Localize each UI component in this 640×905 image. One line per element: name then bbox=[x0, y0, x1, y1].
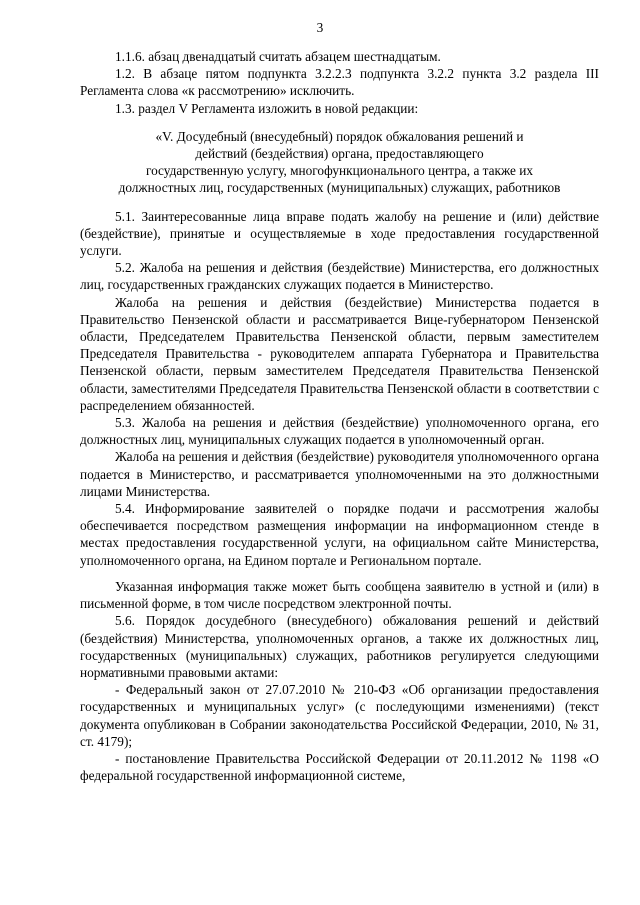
paragraph-5-4: 5.4. Информирование заявителей о порядке подачи и рассмотрения жалобы обеспечивается посредством размещения информации на информационном стенде в местах предоставления государственной услуги, на официальном сайте Министерства, уполномоченного органа, на Едином портале и Региональном портале. bbox=[80, 501, 599, 568]
paragraph-1-3: 1.3. раздел V Регламента изложить в новой редакции: bbox=[115, 100, 419, 116]
paragraph-5-2: 5.2. Жалоба на решения и действия (бездействие) Министерства, его должностных лиц, государственных гражданских служащих подается в Министерство. bbox=[80, 260, 599, 293]
section-heading bbox=[80, 128, 599, 197]
paragraph-1-1-6: 1.1.6. абзац двенадцатый считать абзацем шестнадцатым. bbox=[115, 49, 441, 64]
paragraph-5-1: 5.1. Заинтересованные лица вправе подать жалобу на решение и (или) действие (бездействие), принятые и осуществляемые в ходе предоставления государственной услуги. bbox=[80, 208, 599, 259]
paragraph-5-3-continued: Жалоба на решения и действия (бездействие) руководителя уполномоченного органа подается в Министерство, и рассматривается уполномоченными на это должностными лицами Министерства. bbox=[80, 449, 599, 499]
heading-line: должностных лиц, государственных (муниципальных) служащих, работников bbox=[118, 180, 561, 196]
paragraph-5-2-continued: Жалоба на решения и действия (бездействие) Министерства подается в Правительство Пензенской области и рассматривается Вице-губернатором Пензенской области, Председателем Правительства Пензенской области, первым заместителем Председателя Правительства - руководителем аппарата Губернатора и Правительства Пензенской области, первым заместителем Председателя Правительства Пензенской области, заместителями Председателя Правительства Пензенской области в соответствии с распределением обязанностей. bbox=[80, 294, 599, 413]
heading-line: «V. Досудебный (внесудебный) порядок обжалования решений и bbox=[155, 128, 524, 144]
paragraph-1-2: 1.2. В абзаце пятом подпункта 3.2.2.3 подпункта 3.2.2 пункта 3.2 раздела III Регламента слова «к рассмотрению» исключить. bbox=[80, 66, 599, 99]
page-number: 3 bbox=[316, 20, 324, 35]
document-body bbox=[80, 48, 599, 784]
paragraph-5-4-continued: Указанная информация также может быть сообщена заявителю в устной и (или) в письменной форме, в том числе посредством электронной почты. bbox=[80, 578, 599, 612]
paragraph-5-3: 5.3. Жалоба на решения и действия (бездействие) уполномоченного органа, его должностных лиц, муниципальных служащих подается в уполномоченный орган. bbox=[80, 415, 599, 448]
heading-line: действий (бездействия) органа, предоставляющего bbox=[195, 146, 484, 162]
list-item-federal-law: - Федеральный закон от 27.07.2010 № 210-ФЗ «Об организации предоставления государственных и муниципальных услуг» (с последующими изменениями) (текст документа опубликован в Собрании законодательства Российской Федерации, 2010, № 31, ст. 4179); bbox=[80, 682, 599, 749]
list-item-government-decree: - постановление Правительства Российской Федерации от 20.11.2012 № 1198 «О федеральной государственной информационной системе, bbox=[80, 750, 599, 784]
heading-line: государственную услугу, многофункционального центра, а также их bbox=[145, 163, 534, 179]
paragraph-5-6: 5.6. Порядок досудебного (внесудебного) обжалования решений и действий (бездействия) Министерства, уполномоченных органов, а также их должностных лиц, государственных (муниципальных) служащих, работников регулируется следующими нормативными правовыми актами: bbox=[80, 613, 599, 680]
